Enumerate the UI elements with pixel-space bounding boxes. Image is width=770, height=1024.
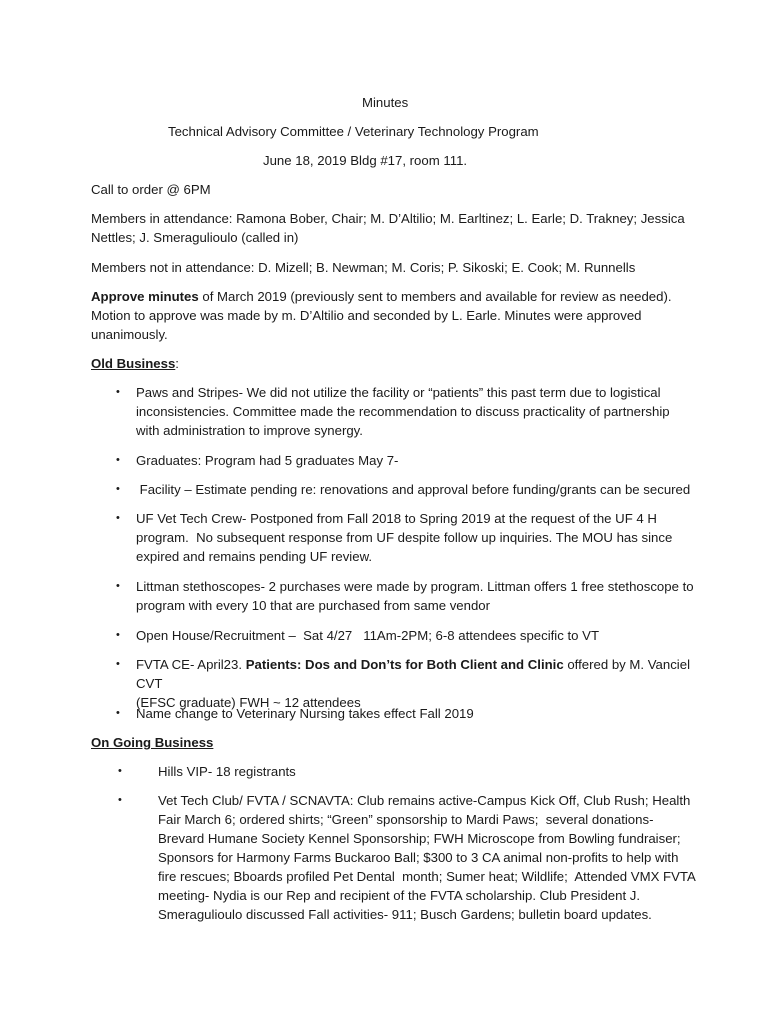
committee-name: Technical Advisory Committee / Veterinary Technology Program: [168, 124, 539, 139]
bullet-icon: •: [116, 580, 120, 592]
approve-text: of March 2019 (previously sent to members and available for review as needed).: [198, 289, 672, 304]
bullet-icon: •: [118, 794, 122, 806]
bullet-icon: •: [116, 454, 120, 466]
bullet-icon: •: [116, 658, 120, 670]
bullet-icon: •: [116, 512, 120, 524]
members-present: [91, 209, 691, 247]
members-present-line: Members in attendance: Ramona Bober, Chair; M. D’Altilio; M. Earltinez; L. Earle; D. Trakney; Jessica: [91, 211, 685, 226]
list-item: • Paws and Stripes- We did not utilize the facility or “patients” this past term due to logistical inconsistencies. Committee made the recommendation to discuss practicality of partnership with administration to improve synergy.: [116, 385, 670, 438]
list-item: • Graduates: Program had 5 graduates May 7-: [116, 453, 399, 468]
meeting-date-location: June 18, 2019 Bldg #17, room 111.: [263, 153, 468, 168]
list-item: • UF Vet Tech Crew- Postponed from Fall 2018 to Spring 2019 at the request of the UF 4 H program. No subsequent response from UF despite follow up inquiries. The MOU has since expired and remains pending UF review.: [116, 511, 673, 564]
call-to-order: Call to order @ 6PM: [91, 182, 211, 197]
bullet-icon: •: [116, 629, 120, 641]
list-item: • FVTA CE- April23. Patients: Dos and Don’ts for Both Client and Clinic offered by M. Vanciel CVT (EFSC graduate) FWH ~ 12 attendees: [116, 657, 690, 710]
doc-title: Minutes: [362, 95, 409, 110]
approve-line: Motion to approve was made by m. D’Altilio and seconded by L. Earle. Minutes were approved: [91, 308, 642, 323]
bullet-icon: •: [116, 386, 120, 398]
approve-line: unanimously.: [91, 327, 168, 342]
approve-line: [91, 287, 691, 306]
bullet-icon: •: [116, 707, 120, 719]
members-present-line: Nettles; J. Smeragulioulo (called in): [91, 230, 299, 245]
list-item: • Open House/Recruitment – Sat 4/27 11Am-2PM; 6-8 attendees specific to VT: [116, 628, 600, 643]
members-absent: Members not in attendance: D. Mizell; B. Newman; M. Coris; P. Sikoski; E. Cook; M. Runnells: [91, 260, 636, 275]
bullet-icon: •: [116, 483, 120, 495]
bullet-icon: •: [118, 765, 122, 777]
list-item: • Littman stethoscopes- 2 purchases were made by program. Littman offers 1 free stethoscope to program with every 10 that are purchased from same vendor: [116, 579, 694, 613]
list-item: • Facility – Estimate pending re: renovations and approval before funding/grants can be secured: [116, 482, 691, 497]
old-business-heading: [91, 354, 179, 373]
approve-minutes: [91, 287, 691, 344]
ongoing-business-heading: On Going Business: [91, 735, 214, 750]
approve-label: Approve minutes: [91, 289, 199, 304]
list-item: • Vet Tech Club/ FVTA / SCNAVTA: Club remains active-Campus Kick Off, Club Rush; Health Fair March 6; ordered shirts; “Green” sponsorship to Mardi Paws; several donations- Brevard Humane Society Kennel Sponsorship; FWH Microscope from Bowling fundraiser; Sponsors for Harmony Farms Buckaroo Ball; $300 to 3 CA animal non-profits to help with fire rescues; Bboards profiled Pet Dental month; Sumer heat; Wildlife; Attended VMX FVTA meeting- Nydia is our Rep and recipient of the FVTA scholarship. Club President J. Smeragulioulo discussed Fall activities- 911; Busch Gardens; bulletin board updates.: [118, 793, 696, 922]
list-item: • Hills VIP- 18 registrants: [118, 764, 296, 779]
old-business-colon: :: [175, 356, 179, 371]
list-item: • Name change to Veterinary Nursing takes effect Fall 2019: [116, 706, 474, 721]
old-business-label: Old Business: [91, 356, 176, 371]
